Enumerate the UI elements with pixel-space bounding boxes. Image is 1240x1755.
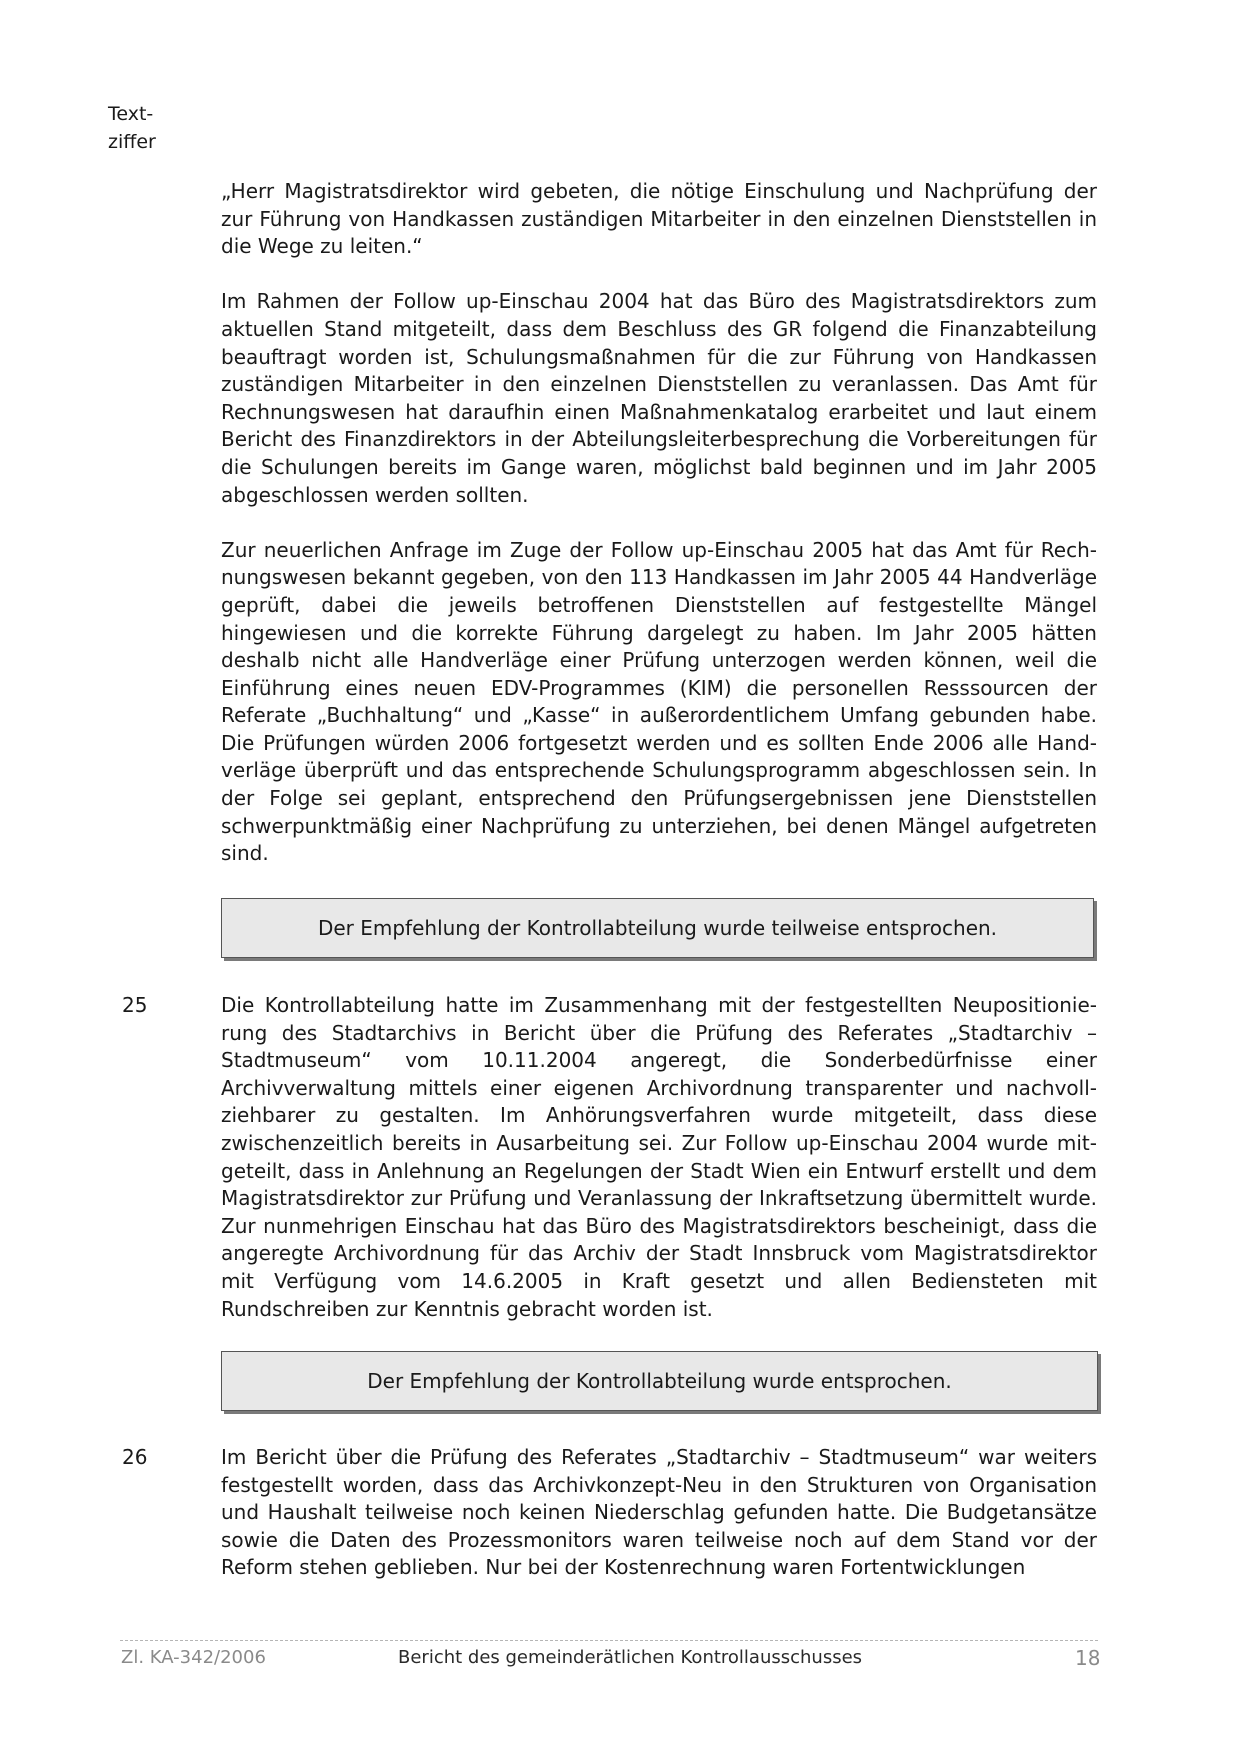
footer-title: Bericht des gemeinderätlichen Kontrollausschusses: [398, 1647, 863, 1668]
textziffer-label-line2: ziffer: [108, 131, 156, 153]
footer-reference: Zl. KA-342/2006: [121, 1647, 266, 1668]
footer-divider: [120, 1640, 1098, 1641]
paragraph-follow-up-2004: Im Rahmen der Follow up-Einschau 2004 hat das Büro des Magistratsdirektors zum aktuellen Stand mitgeteilt, dass dem Beschluss des GR folgend die Finanzabteilung beauftragt worden ist, Schulungsmaßnahmen für die zur Führung von Handkassen zuständigen Mitarbeiter in den einzelnen Dienststellen zu veranlassen. Das Amt für Rechnungswesen hat daraufhin einen Maßnahmenkatalog erarbeitet und laut einem Bericht des Finanzdirektors in der Abteilungsleiterbesprechung die Vorbereitungen für die Schulungen bereits im Gange waren, möglichst bald beginnen und im Jahr 2005 abgeschlossen werden sollten.: [221, 289, 1097, 507]
textziffer-number-25: 25: [122, 993, 148, 1017]
section-25-paragraph: Die Kontrollabteilung hatte im Zusammenhang mit der festgestellten Neupositionierung des Stadtarchivs in Bericht über die Prüfung des Referates „Stadtarchiv – Stadtmuseum“ vom 10.11.2004 angeregt, die Sonderbedürfnisse einer Archivverwaltung mittels einer eigenen Archivordnung transparenter und nachvollziehbarer zu gestalten. Im Anhörungsverfahren wurde mitgeteilt, dass diese zwischenzeitlich bereits in Ausarbeitung sei. Zur Follow up-Einschau 2004 wurde mitgeteilt, dass in Anlehnung an Regelungen der Stadt Wien ein Entwurf erstellt und dem Magistratsdirektor zur Prüfung und Veranlassung der Inkraftsetzung übermittelt wurde. Zur nunmehrigen Einschau hat das Büro des Magistratsdirektors bescheinigt, dass die angeregte Archivordnung für das Archiv der Stadt Innsbruck vom Magistratsdirektor mit Verfügung vom 14.6.2005 in Kraft gesetzt und allen Bediensteten mit Rundschreiben zur Kenntnis gebracht worden ist.: [221, 993, 1097, 1321]
quote-paragraph: „Herr Magistratsdirektor wird gebeten, die nötige Einschulung und Nachprüfung der zur Führung von Handkassen zuständigen Mitarbeiter in den einzelnen Dienststellen in die Wege zu leiten.“: [221, 179, 1097, 259]
recommendation-box-partial-text: Der Empfehlung der Kontrollabteilung wurde teilweise entsprochen.: [317, 916, 998, 940]
textziffer-label-line1: Text-: [108, 103, 154, 125]
recommendation-box-partial: [221, 898, 1094, 958]
section-25-text: [221, 992, 1097, 1323]
textziffer-number-26: 26: [122, 1445, 148, 1469]
section-26-paragraph: Im Bericht über die Prüfung des Referates „Stadtarchiv – Stadtmuseum“ war weiters festgestellt worden, dass das Archivkonzept-Neu in den Strukturen von Organisation und Haushalt teilweise noch keinen Niederschlag gefunden hatte. Die Budgetansätze sowie die Daten des Prozessmonitors waren teilweise noch auf dem Stand vor der Reform stehen geblieben. Nur bei der Kostenrechnung waren Fortentwicklungen: [221, 1445, 1097, 1580]
paragraph-follow-up-2005: Zur neuerlichen Anfrage im Zuge der Follow up-Einschau 2005 hat das Amt für Rechnungswesen bekannt gegeben, von den 113 Handkassen im Jahr 2005 44 Handverläge geprüft, dabei die jeweils betroffenen Dienststellen auf festgestellte Mängel hingewiesen und die korrekte Führung dargelegt zu haben. Im Jahr 2005 hätten deshalb nicht alle Handverläge einer Prüfung unterzogen werden können, weil die Einführung eines neuen EDV-Programmes (KIM) die personellen Resssourcen der Referate „Buchhaltung“ und „Kasse“ in außerordentlichem Umfang gebunden habe. Die Prüfungen würden 2006 fortgesetzt werden und es sollten Ende 2006 alle Hand-verläge überprüft und das entsprechende Schulungsprogramm abgeschlossen sein. In der Folge sei geplant, entsprechend den Prüfungsergebnissen jene Dienststellen schwerpunktmäßig einer Nachprüfung zu unterziehen, bei denen Mängel aufgetreten sind.: [221, 537, 1097, 866]
recommendation-box-full: [221, 1351, 1098, 1411]
textziffer-label: [108, 100, 156, 156]
footer-page-number: 18: [1075, 1646, 1101, 1670]
body-block-a: [221, 178, 1097, 868]
recommendation-box-full-text: Der Empfehlung der Kontrollabteilung wurde entsprochen.: [367, 1369, 952, 1393]
section-26-text: [221, 1444, 1097, 1582]
